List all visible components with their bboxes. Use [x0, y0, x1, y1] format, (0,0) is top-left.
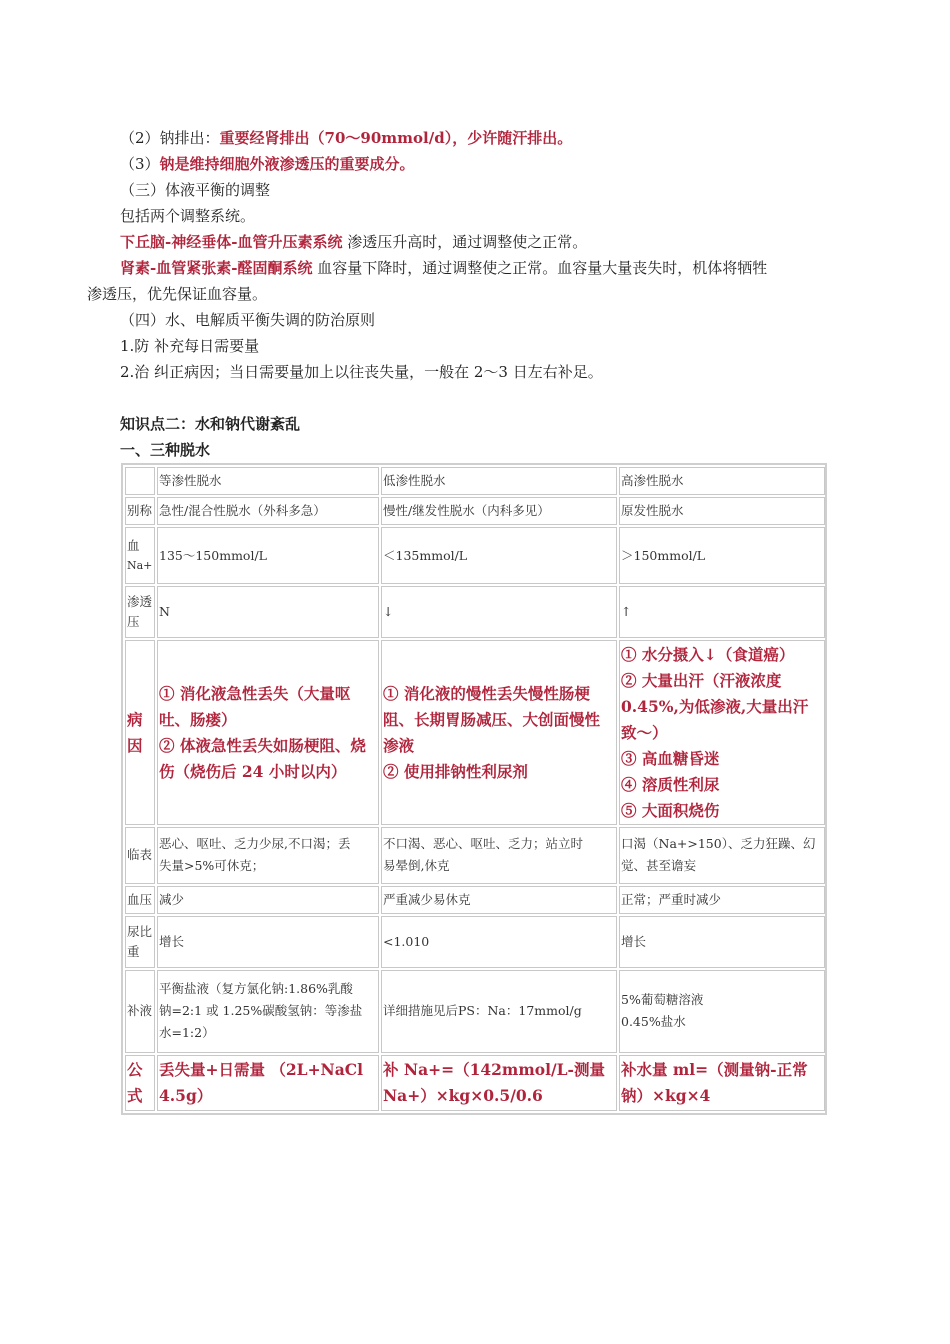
- dehydration-table: [121, 463, 827, 1115]
- table-row-alias: [125, 497, 825, 525]
- row-label-sg: [125, 916, 155, 968]
- para-sodium-role: （3）钠是维持细胞外液渗透压的重要成分。: [120, 155, 415, 173]
- clinical-hypertonic-line: 觉、甚至谵妄: [621, 858, 697, 874]
- row-label-sodium: [125, 527, 155, 583]
- cell-clinical-hypotonic: [381, 827, 617, 883]
- cause-hypertonic-line: 0.45%,为低渗液,大量出汗: [621, 696, 809, 716]
- clinical-isotonic-line: 恶心、呕吐、乏力少尿,不口渴；丢: [159, 836, 351, 852]
- cell-sodium-isotonic: 135～150mmol/L: [157, 527, 379, 583]
- row-label-alias: 别称: [125, 497, 155, 525]
- formula-hypertonic-line: 补水量 ml=（测量钠-正常: [621, 1059, 808, 1079]
- table-row-osmotic: [125, 586, 825, 638]
- cell-sg-hypertonic: 增长: [619, 916, 825, 968]
- cell-osmotic-hypotonic: ↓: [381, 586, 617, 638]
- row-label-osmotic-2: 压: [127, 613, 140, 629]
- cell-bp-hypertonic: 正常；严重时减少: [619, 886, 825, 914]
- para-hypothalamus-system: 下丘脑-神经垂体-血管升压素系统 渗透压升高时，通过调整使之正常。: [120, 233, 588, 251]
- cell-cause-hypotonic: [381, 640, 617, 825]
- formula-hypotonic-line: 补 Na+=（142mmol/L-测量: [383, 1059, 605, 1079]
- fluid-isotonic-line: 水=1:2）: [159, 1025, 215, 1041]
- cell-formula-hypotonic: [381, 1055, 617, 1111]
- row-label-clinical: 临表: [125, 827, 155, 883]
- clinical-hypertonic-line: 口渴（Na+>150）、乏力狂躁、幻: [621, 836, 816, 852]
- cell-fluid-hypertonic: [619, 970, 825, 1053]
- clinical-hypotonic-line: 不口渴、恶心、呕吐、乏力；站立时: [383, 836, 584, 852]
- table-row-cause: [125, 640, 825, 825]
- row-label-cause: [125, 640, 155, 825]
- cell-fluid-hypotonic: 详细措施见后PS：Na：17mmol/g: [381, 970, 617, 1053]
- row-label-formula-1: 公: [127, 1059, 143, 1079]
- row-label-bp: 血压: [125, 886, 155, 914]
- cell-sg-hypotonic: <1.010: [381, 916, 617, 968]
- table-header-row: [125, 467, 825, 495]
- row-label-formula: [125, 1055, 155, 1111]
- cell-bp-isotonic: 减少: [157, 886, 379, 914]
- cause-hypertonic-line: ③ 高血糖昏迷: [621, 748, 720, 768]
- cell-formula-isotonic: [157, 1055, 379, 1111]
- cell-sg-isotonic: 增长: [157, 916, 379, 968]
- para-raas-continued: 渗透压，优先保证血容量。: [87, 285, 268, 303]
- row-label-cause-1: 病: [127, 709, 143, 729]
- cause-hypotonic-line: ② 使用排钠性利尿剂: [383, 761, 528, 781]
- table-row-bp: [125, 886, 825, 914]
- cause-hypotonic-line: ① 消化液的慢性丢失慢性肠梗: [383, 683, 590, 703]
- para-two-systems: 包括两个调整系统。: [120, 207, 256, 225]
- row-label-sodium-2: Na+: [127, 558, 153, 572]
- table-row-fluid: [125, 970, 825, 1053]
- cell-formula-hypertonic: [619, 1055, 825, 1111]
- cell-alias-hypotonic: 慢性/继发性脱水（内科多见）: [381, 497, 617, 525]
- row-label-cause-2: 因: [127, 735, 143, 755]
- header-isotonic: 等渗性脱水: [157, 467, 379, 495]
- table-row-clinical: [125, 827, 825, 883]
- cell-osmotic-isotonic: N: [157, 586, 379, 638]
- cell-cause-isotonic: [157, 640, 379, 825]
- section-heading-regulation: （三）体液平衡的调整: [120, 181, 271, 199]
- para-raas-system: 肾素-血管紧张素-醛固酮系统 血容量下降时，通过调整使之正常。血容量大量丧失时，机体将牺牲: [120, 259, 768, 277]
- formula-isotonic-line: 丢失量+日需量 （2L+NaCl: [159, 1059, 363, 1079]
- cause-hypertonic-line: ② 大量出汗（汗液浓度: [621, 670, 782, 690]
- cell-clinical-isotonic: [157, 827, 379, 883]
- fluid-hypertonic-line: 0.45%盐水: [621, 1014, 686, 1030]
- fluid-isotonic-line: 钠=2:1 或 1.25%碳酸氢钠：等渗盐: [159, 1003, 363, 1019]
- header-hypertonic: 高渗性脱水: [619, 467, 825, 495]
- knowledge-point-heading: 知识点二：水和钠代谢紊乱: [120, 415, 301, 433]
- cell-bp-hypotonic: 严重减少易休克: [381, 886, 617, 914]
- header-hypotonic: 低渗性脱水: [381, 467, 617, 495]
- row-label-sg-2: 重: [127, 943, 140, 959]
- cell-alias-hypertonic: 原发性脱水: [619, 497, 825, 525]
- cell-sodium-hypertonic: ＞150mmol/L: [619, 527, 825, 583]
- cause-hypertonic-line: 致～）: [621, 722, 668, 742]
- formula-hypertonic-line: 钠）×kg×4: [621, 1085, 711, 1105]
- fluid-isotonic-line: 平衡盐液（复方氯化钠:1.86%乳酸: [159, 981, 353, 997]
- clinical-hypotonic-line: 易晕倒,休克: [383, 858, 450, 874]
- para-prevention: 1.防 补充每日需要量: [120, 337, 260, 355]
- cause-isotonic-line: ① 消化液急性丢失（大量呕: [159, 683, 351, 703]
- table-row-sg: [125, 916, 825, 968]
- cause-hypertonic-line: ④ 溶质性利尿: [621, 774, 720, 794]
- row-label-sg-1: 尿比: [127, 923, 153, 939]
- formula-isotonic-line: 4.5g）: [159, 1085, 213, 1105]
- cause-isotonic-line: 伤（烧伤后 24 小时以内）: [159, 761, 347, 781]
- fluid-hypertonic-line: 5%葡萄糖溶液: [621, 992, 704, 1008]
- row-label-fluid: 补液: [125, 970, 155, 1053]
- cause-hypotonic-line: 渗液: [383, 735, 415, 755]
- cause-isotonic-line: 吐、肠瘘）: [159, 709, 237, 729]
- cause-hypertonic-line: ⑤ 大面积烧伤: [621, 800, 720, 820]
- cell-clinical-hypertonic: [619, 827, 825, 883]
- cause-isotonic-line: ② 体液急性丢失如肠梗阻、烧: [159, 735, 366, 755]
- cell-fluid-isotonic: [157, 970, 379, 1053]
- clinical-isotonic-line: 失量>5%可休克；: [159, 858, 265, 874]
- cause-hypotonic-line: 阻、长期胃肠减压、大创面慢性: [383, 709, 601, 729]
- row-label-osmotic: [125, 586, 155, 638]
- row-label-sodium-1: 血: [127, 537, 140, 553]
- para-treatment: 2.治 纠正病因；当日需要量加上以往丧失量，一般在 2～3 日左右补足。: [120, 363, 603, 381]
- row-label-formula-2: 式: [127, 1085, 143, 1105]
- formula-hypotonic-line: Na+）×kg×0.5/0.6: [383, 1085, 543, 1105]
- section-heading-principles: （四）水、电解质平衡失调的防治原则: [120, 311, 376, 329]
- row-label-osmotic-1: 渗透: [127, 593, 153, 609]
- header-empty-cell: [125, 467, 155, 495]
- cause-hypertonic-line: ① 水分摄入↓（食道癌）: [621, 644, 795, 664]
- para-sodium-excretion: （2）钠排出：重要经肾排出（70～90mmol/d），少许随汗排出。: [120, 129, 573, 147]
- table-row-formula: [125, 1055, 825, 1111]
- dehydration-types-heading: 一、三种脱水: [120, 441, 211, 459]
- cell-osmotic-hypertonic: ↑: [619, 586, 825, 638]
- cell-sodium-hypotonic: ＜135mmol/L: [381, 527, 617, 583]
- cell-alias-isotonic: 急性/混合性脱水（外科多急）: [157, 497, 379, 525]
- cell-cause-hypertonic: [619, 640, 825, 825]
- table-row-sodium: [125, 527, 825, 583]
